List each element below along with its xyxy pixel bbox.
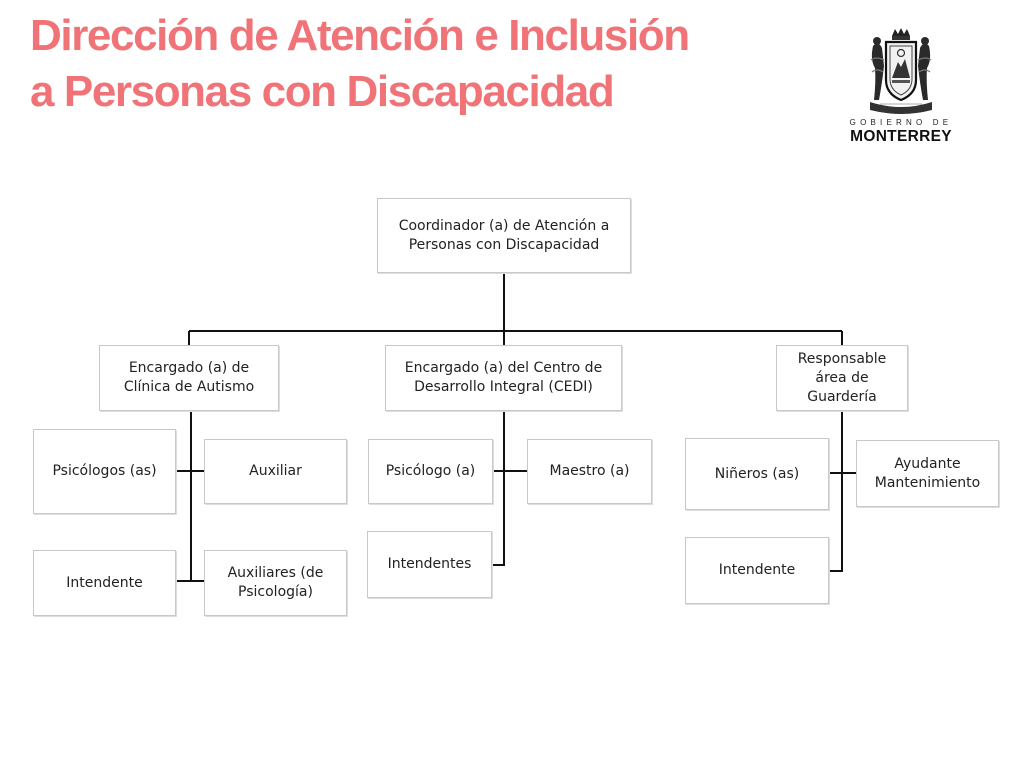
org-box-staff: [204, 550, 347, 616]
org-label-staff: Auxiliares (de Psicología): [227, 565, 324, 600]
org-label-staff: Intendente: [718, 562, 796, 578]
org-box-staff: [527, 439, 652, 504]
title-line-2: a Personas con Discapacidad: [30, 67, 614, 116]
org-box-unit-head: [99, 345, 279, 411]
org-label-staff: Niñeros (as): [714, 465, 800, 482]
org-label-root: Coordinador (a) de Atención a Personas con Discapacidad: [398, 217, 610, 253]
logo-city-name: MONTERREY: [850, 128, 952, 145]
org-box-staff: [685, 537, 829, 604]
title-line-1: Dirección de Atención e Inclusión: [30, 11, 689, 60]
org-label-staff: Auxiliar: [249, 463, 302, 479]
org-label-staff: Psicólogos (as): [52, 463, 157, 479]
org-box-staff: [33, 429, 176, 514]
logo-subtitle: GOBIERNO DE: [849, 118, 953, 127]
org-label-staff: Intendente: [66, 574, 143, 591]
org-box-staff: [367, 531, 492, 598]
org-box-staff: [204, 439, 347, 504]
org-label-staff: Intendentes: [387, 556, 472, 572]
org-box-staff: [856, 440, 999, 507]
org-box-staff: [685, 438, 829, 510]
org-box-root: [377, 198, 631, 273]
org-box-staff: [368, 439, 493, 504]
org-label-unit-head: Encargado (a) del Centro de Desarrollo Integral (CEDI): [404, 360, 603, 395]
connector-unit-3-spine: [828, 411, 842, 571]
org-label-staff: Maestro (a): [549, 463, 630, 479]
org-label-staff: Psicólogo (a): [385, 463, 476, 479]
org-box-unit-head: [776, 345, 908, 411]
org-box-unit-head: [385, 345, 622, 411]
org-box-staff: [33, 550, 176, 616]
org-label-unit-head: Responsable área de Guardería: [797, 350, 887, 405]
org-label-unit-head: Encargado (a) de Clínica de Autismo: [123, 360, 255, 395]
org-label-staff: Ayudante Mantenimiento: [874, 455, 981, 491]
